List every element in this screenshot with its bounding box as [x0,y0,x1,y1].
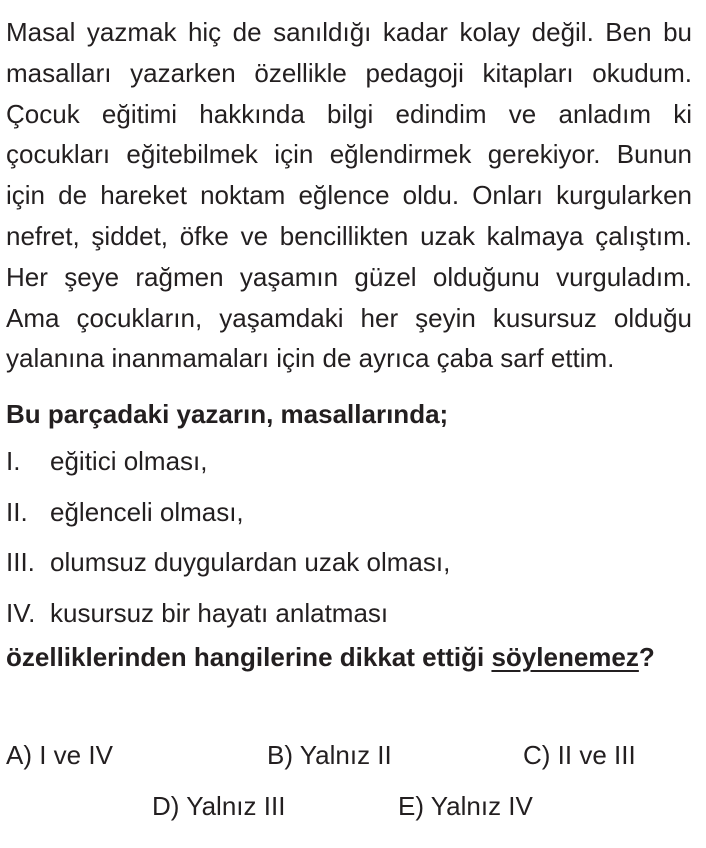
statement-list [6,436,692,638]
reading-passage: Masal yazmak hiç de sanıldığı kadar kolay değil. Ben bu masalları yazarken özellikle pedagoji kitapları okudum. Çocuk eğitimi hakkında bilgi edindim ve anladım ki çocukları eğitebilmek için eğlendirmek gerekiyor. Bunun için de hareket noktam eğlence oldu. Onları kurgularken nefret, şiddet, öfke ve bencillikten uzak kalmaya çalıştım. Her şeye rağmen yaşamın güzel olduğunu vurguladım. Ama çocukların, yaşamdaki her şeyin kusursuz olduğu yalanına inanmamaları için de ayrıca çaba sarf ettim. [6,17,692,374]
statement-item [6,436,692,487]
statement-item [6,537,692,588]
question-prompt [6,639,692,675]
question-keyword: söylenemez [491,642,639,673]
question-prefix: özelliklerinden hangilerine dikkat ettiği [6,642,492,673]
question-stem: Bu parçadaki yazarın, masallarında; [6,399,449,430]
option-d[interactable]: D) Yalnız III [152,791,286,821]
option-e[interactable]: E) Yalnız IV [398,791,533,821]
statement-number: I. [6,446,21,477]
statement-text: eğitici olması, [50,446,208,477]
option-b[interactable]: B) Yalnız II [267,740,392,770]
statement-number: II. [6,496,28,527]
answer-options-row-2 [0,786,706,836]
statement-text: eğlenceli olması, [50,496,244,527]
statement-number: IV. [6,597,36,628]
question-suffix: ? [638,642,655,673]
statement-text: kusursuz bir hayatı anlatması [50,597,389,628]
statement-text: olumsuz duygulardan uzak olması, [50,547,451,578]
option-a[interactable]: A) I ve IV [6,740,113,770]
statement-item [6,588,692,639]
answer-options-row-1 [0,735,706,785]
option-c[interactable]: C) II ve III [523,740,636,770]
question-card [6,12,692,675]
statement-number: III. [6,547,35,578]
statement-item [6,487,692,538]
